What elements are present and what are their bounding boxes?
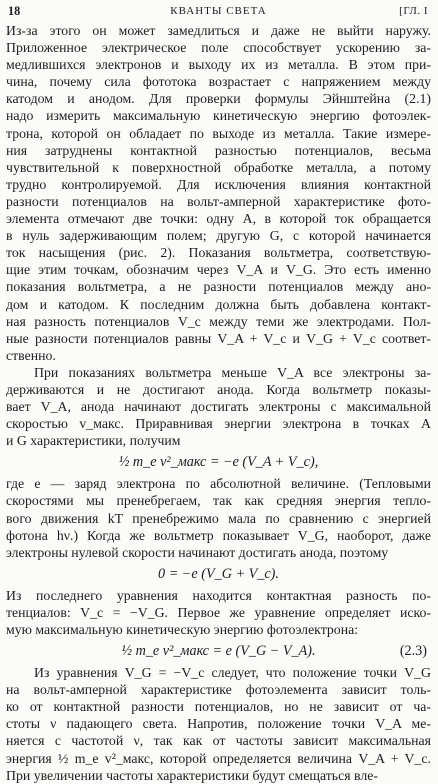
text-line: стоты ν падающего света. Напротив, положение точки V_A ме- (6, 716, 431, 732)
text-line: медлившихся электронов и выходу их из металла. В этом при- (6, 57, 431, 73)
text-line: ная разность потенциалов V_c между теми же электродами. Пол- (6, 313, 431, 329)
text-line: ко от контактной разности потенциалов, но не зависит от ча- (6, 699, 431, 715)
text-line: ственно. (6, 347, 56, 363)
text-line: вает V_A, анода начинают достигать электроны с максимальной (6, 399, 431, 415)
page-number: 18 (8, 4, 21, 18)
text-line: Из последнего уравнения находится контактная разность по- (6, 587, 431, 603)
text-line: элемента отмечают две точки: одну A, в которой ток обращается (6, 211, 431, 227)
text-line: ные разности потенциалов равны V_A + V_c и V_G + V_c соответ- (6, 330, 431, 346)
text-line: трудно контролируемой. Для исключения влияния контактной (6, 176, 431, 192)
text-line: ния затруднены контактной разностью потенциалов, весьма (6, 142, 431, 158)
text-line: где e — заряд электрона по абсолютной величине. (Тепловыми (6, 476, 431, 492)
running-head (6, 0, 431, 22)
text-line: мую максимальную кинетическую энергию фотоэлектрона: (6, 622, 359, 637)
equation-number: (2.3) (399, 643, 427, 660)
text-line: Приложенное электрическое поле способствует ускорению за- (6, 40, 431, 56)
text-line: и G характеристики, получим (6, 433, 181, 449)
text-line: катодом и анодом. Для проверки формулы Эйнштейна (2.1) (6, 91, 431, 107)
text-line: При увеличении частоты характеристики будут смещаться вле- (6, 767, 378, 783)
text-line: на вольт-амперной характеристике фотоэлемента зависит толь- (6, 682, 431, 698)
text-line: надо измерить максимальную кинетическую энергию фотоэлек- (6, 108, 431, 124)
text-line: разности потенциалов на вольт-амперной характеристике фото- (6, 193, 431, 209)
text-line: щие этим точкам, обозначим через V_A и V_G. Это есть именно (6, 262, 431, 278)
equation-2: 0 = −e (V_G + V_c). (158, 565, 279, 582)
paragraph-2 (6, 364, 431, 449)
text-line: трона, которой он обладает по выходе из металла. Такие измере- (6, 125, 431, 141)
text-line: дом и катодом. К последним должна быть добавлена контакт- (6, 296, 431, 312)
chapter-label: [ГЛ. I (399, 5, 428, 17)
paragraph-1 (6, 22, 431, 364)
text-line: ток насыщения (рис. 2). Показания вольтметра, соответствую- (6, 245, 431, 261)
text-line: При показаниях вольтметра меньше V_A все электроны за- (34, 364, 431, 380)
equation-3 (6, 638, 431, 664)
equation-1: ½ m_e v²_макс = −e (V_A + V_c), (118, 454, 319, 471)
text-line: электроны нулевой скорости начинают достигать анода, поэтому (6, 544, 389, 560)
text-line: скоростями мы пренебрегаем, так как средняя энергия тепло- (6, 493, 431, 509)
text-line: тенциалов: V_c = −V_G. Первое же уравнение определяет иско- (6, 604, 431, 620)
text-line: фотона hν.) Когда же вольтметр показывает V_G, наоборот, даже (6, 527, 431, 543)
equation-3-formula: ½ m_e v²_макс = e (V_G − V_A). (121, 643, 316, 660)
text-line: чувствительной к поверхностной обработке металла, а потому (6, 159, 431, 175)
paragraph-5 (6, 664, 431, 784)
running-title: КВАНТЫ СВЕТА (170, 5, 267, 17)
text-line: показания вольтметра, а не разности потенциалов между ано- (6, 279, 431, 295)
text-line: вого движения kT пренебрежимо мала по сравнению с энергией (6, 510, 431, 526)
text-line: няется с частотой ν, так как от частоты зависит максимальная (6, 733, 431, 749)
text-line: Из-за этого он может замедлиться и даже не выйти наружу. (6, 23, 431, 38)
text-line: скоростью v_макс. Приравнивая энергии электрона в точках A (6, 416, 431, 432)
text-line: чина, почему сила фототока возрастает с напряжением между (6, 74, 431, 90)
text-line: в нуль задерживающим полем; другую G, с которой начинается (6, 228, 431, 244)
paragraph-4 (6, 587, 431, 638)
text-line: Из уравнения V_G = −V_c следует, что положение точки V_G (34, 665, 431, 681)
text-line: энергия ½ m_e v²_макс, которой определяется величина V_A + V_c. (6, 750, 431, 766)
paragraph-3 (6, 475, 431, 560)
text-line: держиваются и не достигают анода. Когда вольтметр показы- (6, 381, 431, 397)
